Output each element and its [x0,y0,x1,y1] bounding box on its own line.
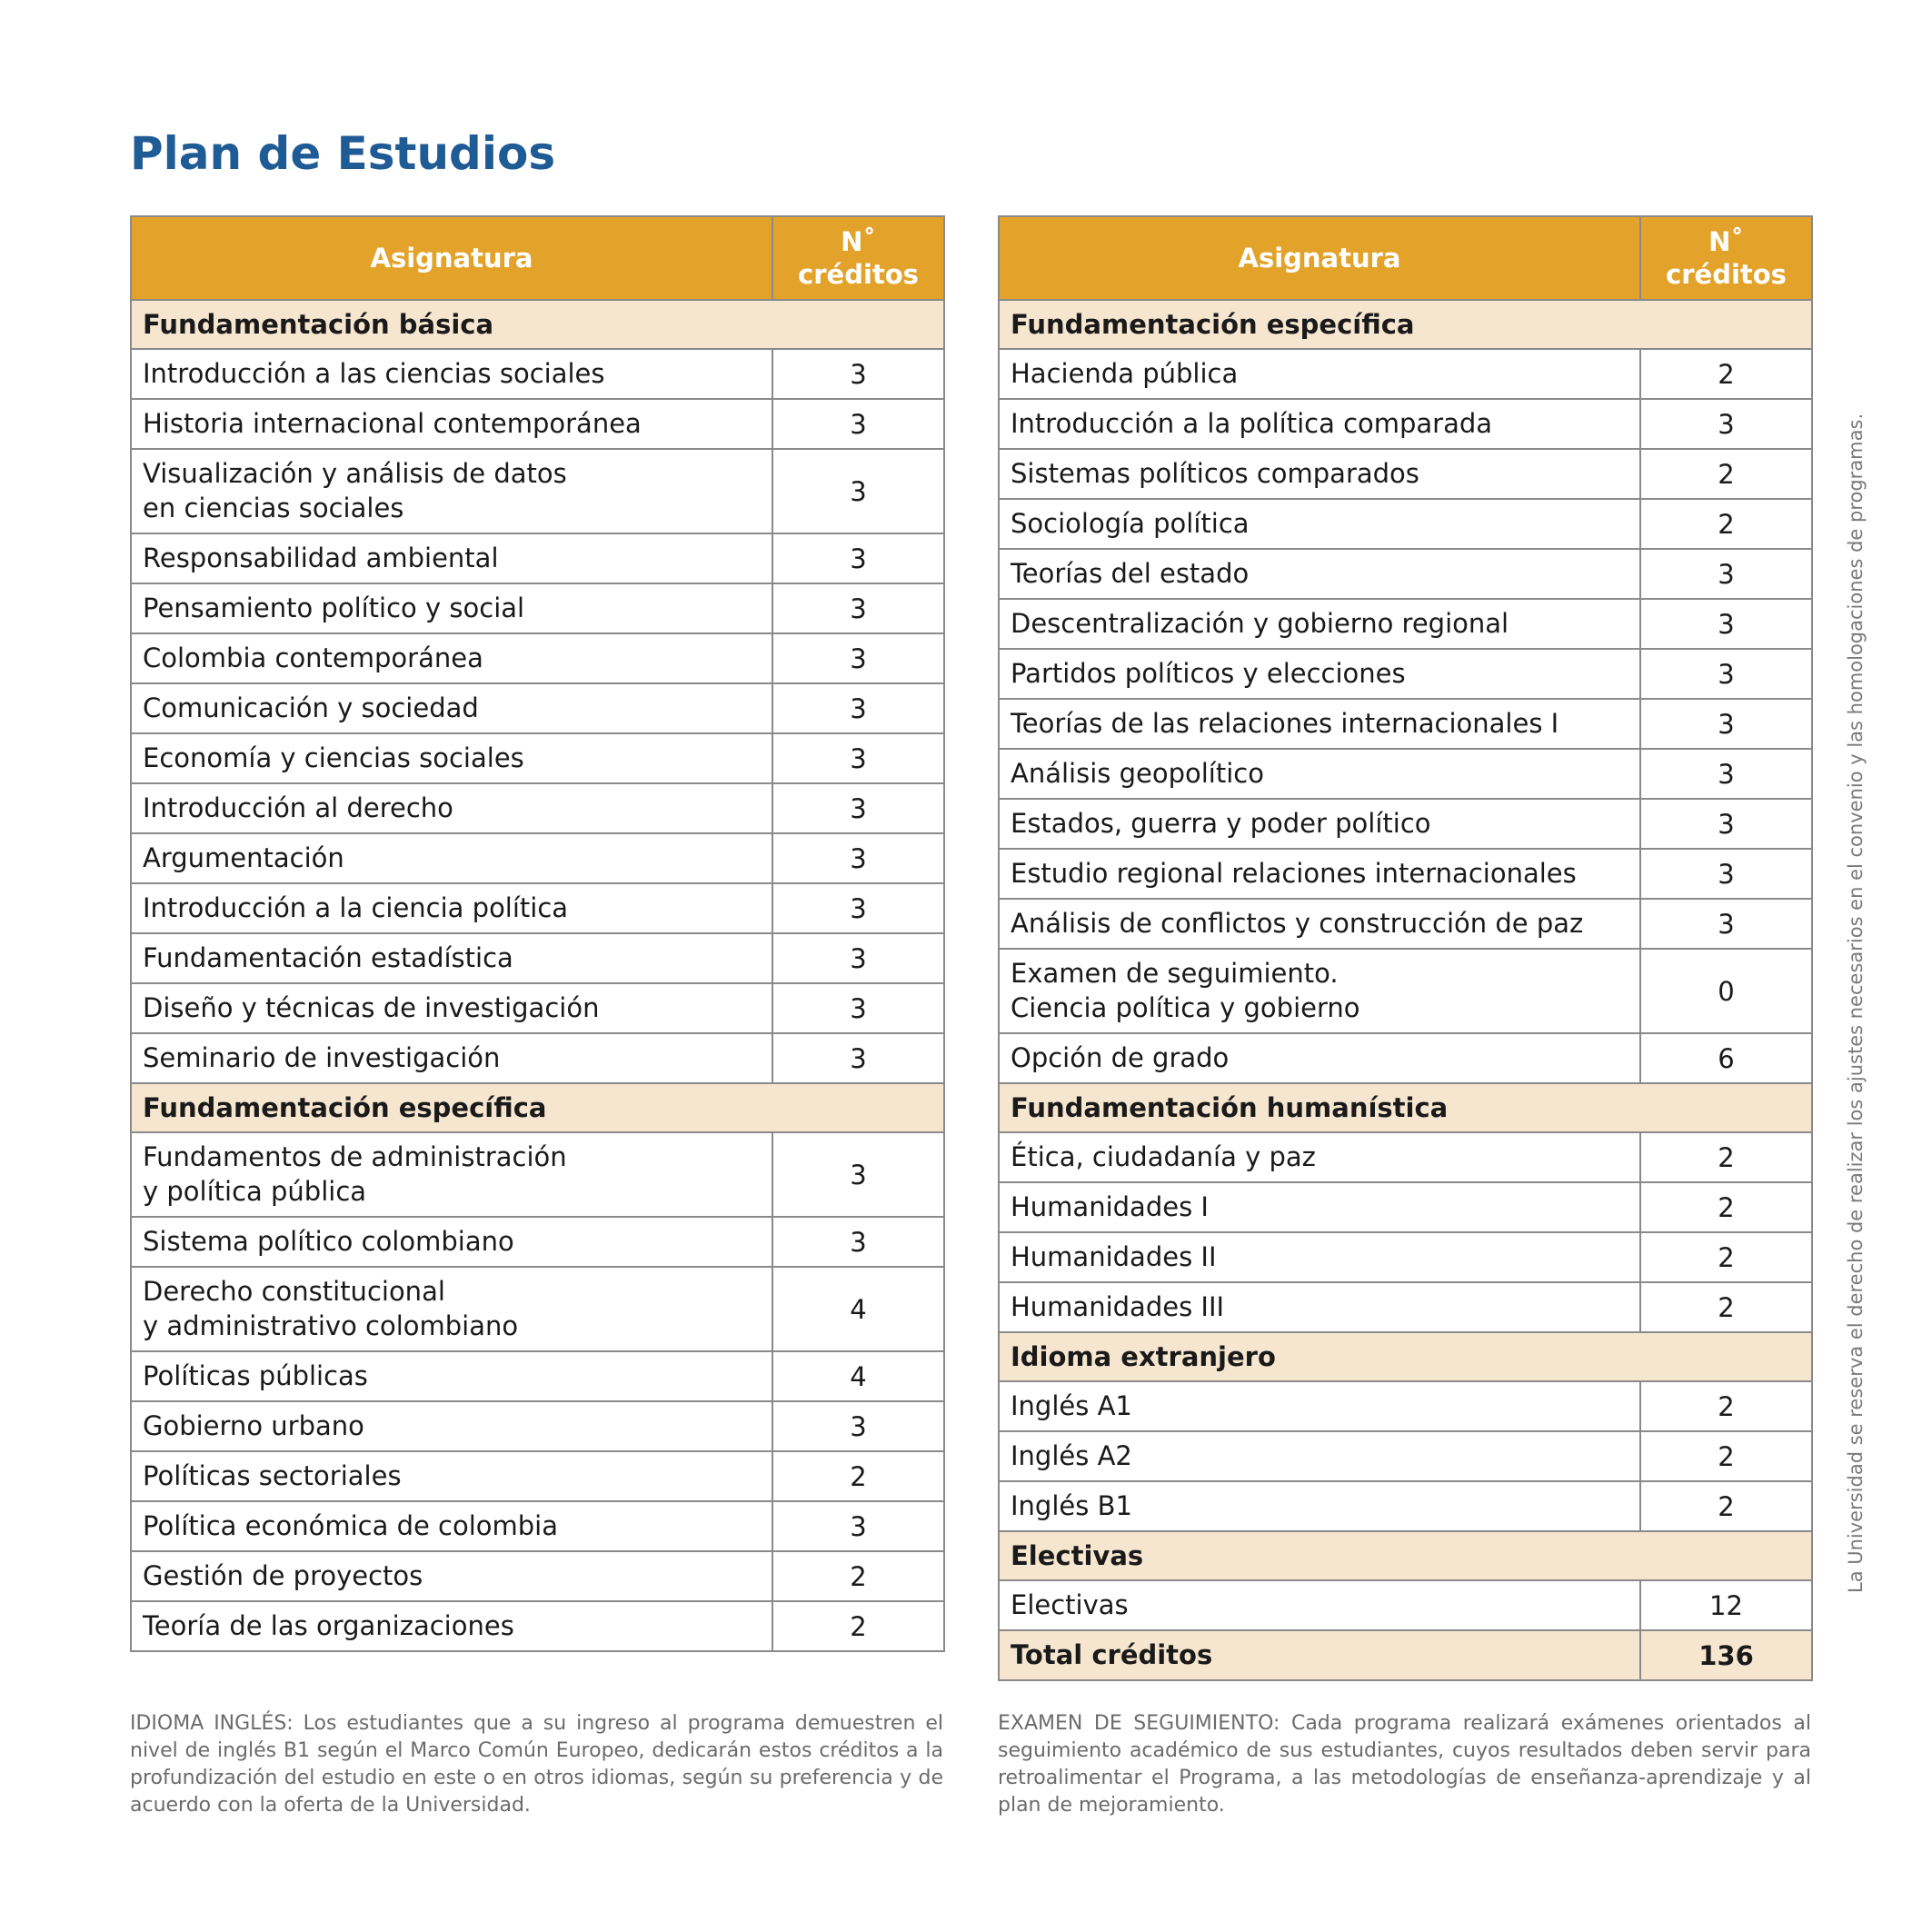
subject-row [131,933,944,983]
subject-name: Historia internacional contemporánea [131,399,772,449]
subject-name: Gobierno urbano [131,1401,772,1451]
subject-name: Sistemas políticos comparados [999,449,1640,499]
subject-name: Sociología política [999,499,1640,549]
subject-name: Examen de seguimiento. Ciencia política y gobierno [999,949,1640,1033]
subject-row [999,1033,1812,1083]
subject-row [999,1381,1812,1431]
subject-name: Hacienda pública [999,349,1640,399]
subject-row [999,1232,1812,1282]
subject-credits: 3 [1640,599,1812,649]
subject-row [999,449,1812,499]
subject-name: Derecho constitucional y administrativo colombiano [131,1267,772,1351]
subject-credits: 3 [1640,699,1812,749]
subject-name: Colombia contemporánea [131,633,772,683]
subject-credits: 2 [1640,499,1812,549]
subject-name: Sistema político colombiano [131,1217,772,1267]
subject-name: Análisis de conflictos y construcción de paz [999,899,1640,949]
subject-credits: 3 [1640,649,1812,699]
subject-row [999,549,1812,599]
subject-name: Inglés B1 [999,1481,1640,1531]
subject-row [999,1431,1812,1481]
section-title: Fundamentación específica [131,1083,944,1132]
subject-name: Políticas públicas [131,1351,772,1401]
section-header-row [999,1332,1812,1381]
subject-row [131,349,944,399]
subject-name: Visualización y análisis de datos en ciencias sociales [131,449,772,533]
subject-row [131,1501,944,1551]
credits-column-header [1640,216,1812,300]
subject-credits: 2 [1640,1282,1812,1332]
subject-credits: 0 [1640,949,1812,1033]
subject-name: Humanidades I [999,1182,1640,1232]
subject-credits: 3 [772,1501,944,1551]
subject-row [131,583,944,633]
section-title: Fundamentación humanística [999,1083,1812,1132]
subject-row [999,399,1812,449]
subject-row [131,533,944,583]
total-row [999,1630,1812,1680]
credits-header-line2: créditos [798,259,919,290]
subject-row [131,1351,944,1401]
subject-row [999,899,1812,949]
subject-name: Argumentación [131,833,772,883]
subject-credits: 3 [772,399,944,449]
subject-row [131,733,944,783]
follow-up-exam-note: EXAMEN DE SEGUIMIENTO: Cada programa realizará exámenes orientados al seguimiento académico de sus estudiantes, cuyos resultados deben servir para retroalimentar el Programa, a las metodologías de enseñanza-aprendizaje y al plan de mejoramiento. [998,1712,1811,1817]
subject-name: Economía y ciencias sociales [131,733,772,783]
subject-credits: 3 [1640,799,1812,849]
subject-name: Estudio regional relaciones internacionales [999,849,1640,899]
subject-row [131,1217,944,1267]
subject-name: Diseño y técnicas de investigación [131,983,772,1033]
subject-row [131,1267,944,1351]
subject-credits: 2 [772,1601,944,1651]
subject-name: Electivas [999,1580,1640,1630]
subject-name: Introducción a las ciencias sociales [131,349,772,399]
subject-name: Inglés A2 [999,1431,1640,1481]
subject-credits: 3 [772,1132,944,1217]
subject-credits: 2 [1640,349,1812,399]
subject-credits: 2 [1640,1182,1812,1232]
subject-credits: 3 [772,1401,944,1451]
section-title: Fundamentación específica [999,300,1812,349]
subject-credits: 3 [772,349,944,399]
subject-name: Humanidades II [999,1232,1640,1282]
subject-credits: 3 [772,1033,944,1083]
subject-credits: 3 [772,833,944,883]
subject-name: Ética, ciudadanía y paz [999,1132,1640,1182]
subject-credits: 12 [1640,1580,1812,1630]
subject-name: Teoría de las organizaciones [131,1601,772,1651]
subject-name: Opción de grado [999,1033,1640,1083]
subject-name: Gestión de proyectos [131,1551,772,1601]
subject-name: Análisis geopolítico [999,749,1640,799]
subject-credits: 3 [772,883,944,933]
subject-row [999,1580,1812,1630]
subject-row [999,699,1812,749]
subject-name: Responsabilidad ambiental [131,533,772,583]
subject-row [999,949,1812,1033]
subject-credits: 3 [772,633,944,683]
section-title: Electivas [999,1531,1812,1580]
total-credits: 136 [1640,1630,1812,1680]
subject-credits: 3 [1640,399,1812,449]
subject-name: Teorías de las relaciones internacionales I [999,699,1640,749]
subject-row [999,1132,1812,1182]
section-header-row [131,1083,944,1132]
subject-credits: 2 [1640,1132,1812,1182]
subject-column-header: Asignatura [131,216,772,300]
subject-row [999,1481,1812,1531]
subject-row [131,1033,944,1083]
credits-column-header [772,216,944,300]
subject-credits: 2 [1640,449,1812,499]
subject-name: Descentralización y gobierno regional [999,599,1640,649]
subject-credits: 6 [1640,1033,1812,1083]
subject-row [131,1601,944,1651]
subject-credits: 3 [1640,549,1812,599]
subject-row [999,349,1812,399]
subject-row [131,399,944,449]
subject-credits: 2 [772,1551,944,1601]
subject-row [999,1282,1812,1332]
subject-row [999,1182,1812,1232]
table-header-row [999,216,1812,300]
subject-row [131,883,944,933]
section-title: Fundamentación básica [131,300,944,349]
subject-row [999,749,1812,799]
subject-name: Fundamentos de administración y política pública [131,1132,772,1217]
subject-row [131,633,944,683]
subject-row [131,1551,944,1601]
section-title: Idioma extranjero [999,1332,1812,1381]
subject-credits: 3 [1640,849,1812,899]
subject-row [131,1451,944,1501]
subject-name: Seminario de investigación [131,1033,772,1083]
subject-name: Inglés A1 [999,1381,1640,1431]
subject-row [131,833,944,883]
section-header-row [131,300,944,349]
subject-credits: 2 [1640,1381,1812,1431]
subject-name: Partidos políticos y elecciones [999,649,1640,699]
subject-credits: 3 [772,683,944,733]
section-header-row [999,1531,1812,1580]
curriculum-table-left [130,215,945,1652]
left-table-body [131,300,944,1651]
subject-row [999,599,1812,649]
curriculum-table-right [998,215,1813,1681]
subject-name: Pensamiento político y social [131,583,772,633]
subject-row [131,783,944,833]
subject-credits: 3 [772,583,944,633]
subject-credits: 3 [1640,899,1812,949]
credits-header-line2: créditos [1666,259,1787,290]
subject-credits: 4 [772,1351,944,1401]
subject-credits: 4 [772,1267,944,1351]
subject-row [131,1401,944,1451]
subject-credits: 2 [1640,1232,1812,1282]
subject-credits: 3 [772,733,944,783]
side-disclaimer: La Universidad se reserva el derecho de realizar los ajustes necesarios en el convenio y las homologaciones de programas. [1845,413,1867,1593]
subject-name: Estados, guerra y poder político [999,799,1640,849]
subject-credits: 2 [772,1451,944,1501]
subject-row [999,649,1812,699]
subject-name: Introducción al derecho [131,783,772,833]
subject-name: Introducción a la política comparada [999,399,1640,449]
english-language-note: IDIOMA INGLÉS: Los estudiantes que a su ingreso al programa demuestren el nivel de inglés B1 según el Marco Común Europeo, dedicarán estos créditos a la profundización del estudio en este o en otros idiomas, según su preferencia y de acuerdo con la oferta de la Universidad. [130,1712,943,1817]
subject-name: Políticas sectoriales [131,1451,772,1501]
subject-name: Introducción a la ciencia política [131,883,772,933]
subject-row [131,983,944,1033]
subject-credits: 3 [772,1217,944,1267]
subject-name: Humanidades III [999,1282,1640,1332]
page-title: Plan de Estudios [130,127,556,180]
section-header-row [999,1083,1812,1132]
subject-credits: 2 [1640,1481,1812,1531]
section-header-row [999,300,1812,349]
subject-name: Teorías del estado [999,549,1640,599]
subject-credits: 3 [772,983,944,1033]
subject-row [999,499,1812,549]
subject-credits: 3 [1640,749,1812,799]
subject-row [999,849,1812,899]
subject-row [131,1132,944,1217]
subject-row [131,449,944,533]
total-label: Total créditos [999,1630,1640,1680]
subject-name: Fundamentación estadística [131,933,772,983]
subject-name: Comunicación y sociedad [131,683,772,733]
subject-credits: 3 [772,933,944,983]
credits-header-line1: N˚ [1708,225,1744,257]
subject-credits: 3 [772,449,944,533]
credits-header-line1: N˚ [841,225,876,257]
subject-row [999,799,1812,849]
subject-credits: 2 [1640,1431,1812,1481]
table-header-row [131,216,944,300]
subject-column-header: Asignatura [999,216,1640,300]
subject-credits: 3 [772,783,944,833]
subject-credits: 3 [772,533,944,583]
right-table-body [999,300,1812,1680]
subject-name: Política económica de colombia [131,1501,772,1551]
subject-row [131,683,944,733]
